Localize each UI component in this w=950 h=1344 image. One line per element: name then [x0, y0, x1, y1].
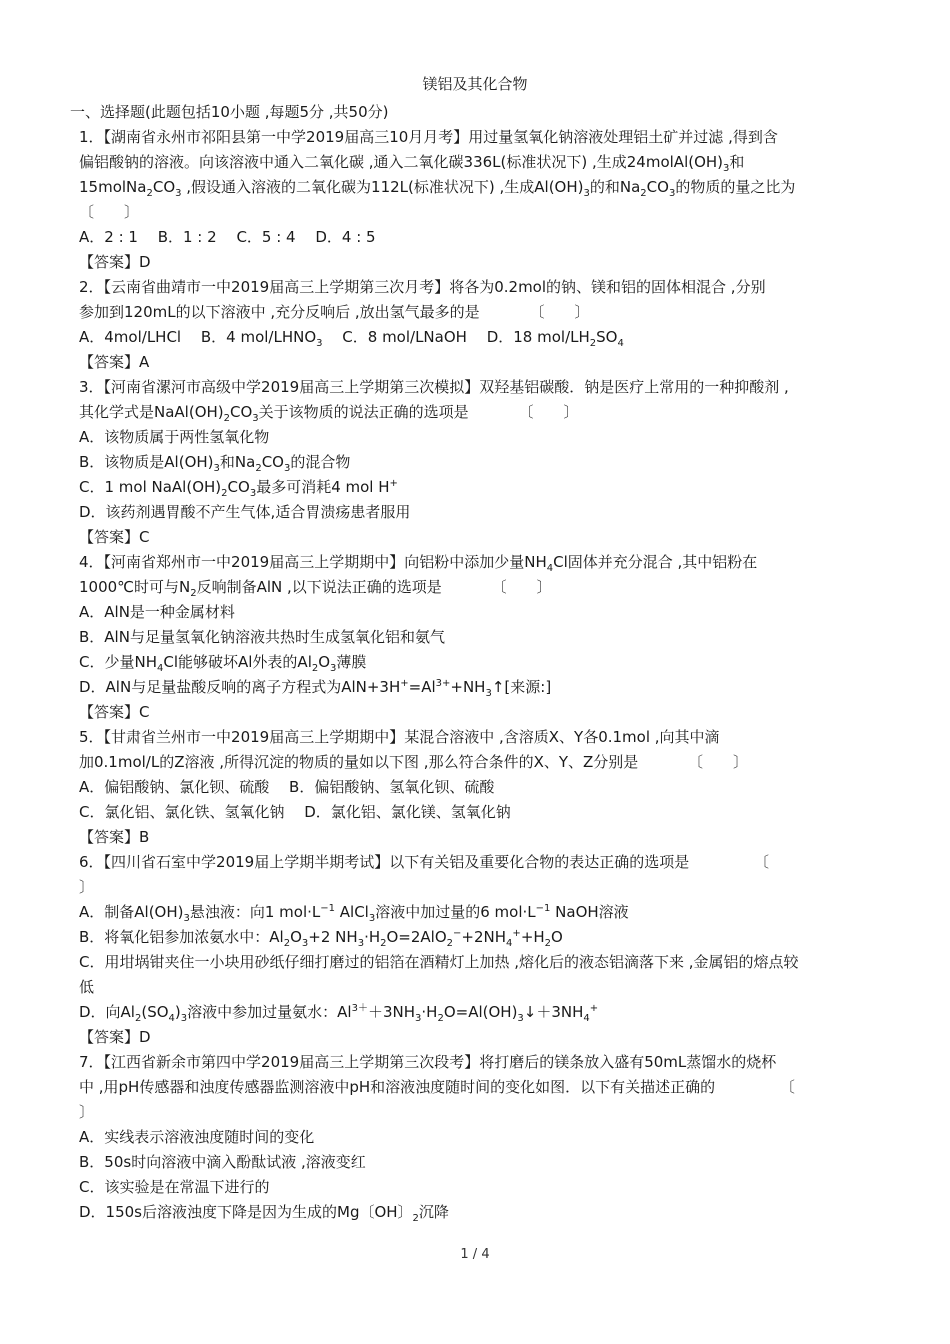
- text-run: A．2 : 1 B．1 : 2 C．5 : 4 D．4 : 5: [79, 228, 376, 246]
- subscript: 2: [311, 663, 319, 674]
- text-line-q4A: [70, 600, 885, 625]
- text-line-a2: [70, 350, 885, 375]
- text-run: A．实线表示溶液浊度随时间的变化: [79, 1128, 315, 1146]
- subscript: 2: [589, 338, 597, 349]
- text-run: 〕: [79, 878, 95, 896]
- subscript: 3: [283, 463, 291, 474]
- subscript: 2: [255, 463, 262, 474]
- text-line-q7b: [70, 1075, 885, 1100]
- text-run: 的物质的量之比为: [675, 178, 796, 196]
- text-run: =Al: [408, 678, 436, 696]
- text-run: 的混合物: [290, 453, 351, 471]
- text-run: 5．【甘肃省兰州市一中2019届高三上学期期中】某混合溶液中 ,含溶质X、Y各0.1mol ,向其中滴: [79, 728, 720, 746]
- text-run: A．4mol/LHCl B．4 mol/LHNO: [79, 328, 317, 346]
- text-run: 【答案】C: [79, 528, 150, 546]
- text-line-q1b: [70, 150, 885, 175]
- subscript: 3: [415, 1013, 422, 1024]
- text-run: +H: [520, 928, 545, 946]
- superscript: −1: [535, 903, 551, 914]
- text-line-q6B: [70, 925, 885, 950]
- text-line-q5o2: [70, 800, 885, 825]
- text-run: 反响制备AlN ,以下说法正确的选项是 〔 〕: [196, 578, 552, 596]
- text-run: +NH: [450, 678, 486, 696]
- text-run: D．向Al: [79, 1003, 135, 1021]
- text-line-a4: [70, 700, 885, 725]
- text-run: 6．【四川省石室中学2019届上学期半期考试】以下有关铝及重要化合物的表达正确的选项是 〔: [79, 853, 769, 871]
- subscript: 3: [517, 1013, 524, 1024]
- text-line-q1o: [70, 225, 885, 250]
- page-number: 1 / 4: [460, 1247, 490, 1262]
- text-run: 中 ,用pH传感器和浊度传感器监测溶液中pH和溶液浊度随时间的变化如图．以下有关描述正确的 〔: [79, 1078, 795, 1096]
- text-line-q6: [70, 850, 885, 875]
- text-run: C．1 mol NaAl(OH): [79, 478, 222, 496]
- text-run: CO: [227, 478, 250, 496]
- subscript: 4: [546, 563, 554, 574]
- text-line-q3A: [70, 425, 885, 450]
- text-run: A．制备Al(OH): [79, 903, 184, 921]
- text-run: ,假设通入溶液的二氧化碳为112L(标准状况下) ,生成Al(OH): [181, 178, 584, 196]
- text-run: AlCl: [335, 903, 369, 921]
- text-line-q7: [70, 1050, 885, 1075]
- text-run: A．该物质属于两性氢氧化物: [79, 428, 270, 446]
- text-run: 【答案】D: [79, 1028, 151, 1046]
- superscript: 3+: [435, 678, 451, 689]
- text-line-q7c: [70, 1100, 885, 1125]
- subscript: 3: [357, 938, 365, 949]
- subscript: 2: [221, 488, 228, 499]
- superscript: +: [512, 928, 521, 939]
- text-line-q2o: [70, 325, 885, 350]
- text-run: 沉降: [418, 1203, 449, 1221]
- text-run: 薄膜: [336, 653, 367, 671]
- text-line-q4D: [70, 675, 885, 700]
- text-line-q5o1: [70, 775, 885, 800]
- text-run: B．AlN与足量氢氧化钠溶液共热时生成氢氧化铝和氨气: [79, 628, 445, 646]
- text-run: B．50s时向溶液中滴入酚酞试液 ,溶液变红: [79, 1153, 366, 1171]
- text-run: (SO: [141, 1003, 169, 1021]
- subscript: 3: [183, 913, 190, 924]
- text-run: 【答案】D: [79, 253, 151, 271]
- subscript: 3: [485, 688, 492, 699]
- text-line-a5: [70, 825, 885, 850]
- text-line-q3B: [70, 450, 885, 475]
- text-line-q5: [70, 725, 885, 750]
- subscript: 3: [252, 413, 259, 424]
- subscript: 4: [506, 938, 513, 949]
- text-run: ↓＋3NH: [523, 1003, 584, 1021]
- text-run: 7．【江西省新余市第四中学2019届高三上学期第三次段考】将打磨后的镁条放入盛有50mL蒸馏水的烧杯: [79, 1053, 777, 1071]
- text-line-q1: [70, 125, 885, 150]
- text-line-q3: [70, 375, 885, 400]
- text-run: 加0.1mol/L的Z溶液 ,所得沉淀的物质的量如以下图 ,那么符合条件的X、Y、Z分别是 〔 〕: [79, 753, 749, 771]
- text-run: CO: [646, 178, 669, 196]
- text-line-q4: [70, 550, 885, 575]
- document-body: [70, 100, 885, 1225]
- text-run: Cl固体并充分混合 ,其中铝粉在: [553, 553, 758, 571]
- text-run: Cl能够破坏Al外表的Al: [163, 653, 312, 671]
- text-run: 1000℃时可与N: [79, 578, 191, 596]
- text-run: O=2AlO: [386, 928, 447, 946]
- subscript: 3: [668, 188, 676, 199]
- text-run: ·H: [421, 1003, 438, 1021]
- text-run: ·H: [364, 928, 381, 946]
- text-run: 关于该物质的说法正确的选项是 〔 〕: [258, 403, 579, 421]
- subscript: 3: [723, 163, 730, 174]
- subscript: 3: [249, 488, 257, 499]
- text-line-q4b: [70, 575, 885, 600]
- subscript: 2: [380, 938, 387, 949]
- text-line-a3: [70, 525, 885, 550]
- text-line-q4B: [70, 625, 885, 650]
- text-run: D．该药剂遇胃酸不产生气体,适合胃溃疡患者服用: [79, 503, 411, 521]
- text-run: C．少量NH: [79, 653, 157, 671]
- text-run: 1．【湖南省永州市祁阳县第一中学2019届高三10月月考】用过量氢氧化钠溶液处理铝土矿并过滤 ,得到含: [79, 128, 778, 146]
- text-line-q3C: [70, 475, 885, 500]
- text-run: 和Na: [219, 453, 256, 471]
- superscript: +: [400, 678, 409, 689]
- text-line-q7B: [70, 1150, 885, 1175]
- subscript: 2: [283, 938, 291, 949]
- text-run: 2．【云南省曲靖市一中2019届高三上学期第三次月考】将各为0.2mol的钠、镁和铝的固体相混合 ,分别: [79, 278, 766, 296]
- text-line-q6A: [70, 900, 885, 925]
- subscript: 2: [544, 938, 552, 949]
- text-run: 参加到120mL的以下溶液中 ,充分反响后 ,放出氢气最多的是 〔 〕: [79, 303, 590, 321]
- superscript: +: [589, 1003, 599, 1014]
- text-run: 其化学式是NaAl(OH): [79, 403, 224, 421]
- text-run: CO: [152, 178, 176, 196]
- text-line-q2: [70, 275, 885, 300]
- text-run: 〕: [79, 1103, 95, 1121]
- text-line-a1: [70, 250, 885, 275]
- text-run: C．用坩埚钳夹住一小块用砂纸仔细打磨过的铝箔在酒精灯上加热 ,熔化后的液态铝滴落下来 ,金属铝的熔点较: [79, 953, 799, 971]
- section-heading: 一、选择题(此题包括10小题 ,每题5分 ,共50分): [70, 103, 389, 121]
- text-line-q1d: [70, 200, 885, 225]
- text-line-q7C: [70, 1175, 885, 1200]
- text-run: 溶液中参加过量氨水：Al: [187, 1003, 352, 1021]
- text-run: 3．【河南省漯河市高级中学2019届高三上学期第三次模拟】双羟基铝碳酸．钠是医疗上常用的一种抑酸剂 ,: [79, 378, 789, 396]
- subscript: 2: [437, 1013, 444, 1024]
- subscript: 2: [446, 938, 454, 949]
- text-line-q6C: [70, 950, 885, 975]
- subscript: 4: [156, 663, 164, 674]
- text-run: B．该物质是Al(OH): [79, 453, 214, 471]
- text-run: O: [551, 928, 563, 946]
- subscript: 4: [168, 1013, 175, 1024]
- text-line-a6: [70, 1025, 885, 1050]
- text-run: O=Al(OH): [443, 1003, 518, 1021]
- text-run: NaOH溶液: [550, 903, 629, 921]
- subscript: 3: [180, 1013, 188, 1024]
- text-run: ＋3NH: [367, 1003, 416, 1021]
- text-line-q3b: [70, 400, 885, 425]
- text-run: 最多可消耗4 mol H: [256, 478, 390, 496]
- text-line-q7D: [70, 1200, 885, 1225]
- subscript: 3: [213, 463, 220, 474]
- text-run: B．将氧化铝参加浓氨水中：Al: [79, 928, 284, 946]
- text-run: 溶液中加过量的6 mol·L: [375, 903, 536, 921]
- text-line-q6Cb: [70, 975, 885, 1000]
- text-run: C．氯化铝、氯化铁、氢氧化钠 D．氯化铝、氯化镁、氢氧化钠: [79, 803, 511, 821]
- text-line-q4C: [70, 650, 885, 675]
- text-run: 〔 〕: [79, 203, 140, 221]
- subscript: 2: [223, 413, 231, 424]
- text-run: C．8 mol/LNaOH D．18 mol/LH: [322, 328, 590, 346]
- text-run: 4．【河南省郑州市一中2019届高三上学期期中】向铝粉中添加少量NH: [79, 553, 547, 571]
- text-run: 【答案】B: [79, 828, 150, 846]
- superscript: 3＋: [351, 1003, 368, 1014]
- subscript: 4: [617, 338, 624, 349]
- subscript: 2: [190, 588, 197, 599]
- subscript: 2: [412, 1213, 419, 1224]
- text-run: ): [174, 1003, 181, 1021]
- text-run: CO: [261, 453, 284, 471]
- text-run: D．AlN与足量盐酸反响的离子方程式为AlN+3H: [79, 678, 401, 696]
- text-run: +2NH: [461, 928, 507, 946]
- text-run: D．150s后溶液浊度下降是因为生成的Mg〔OH〕: [79, 1203, 413, 1221]
- text-line-q6b: [70, 875, 885, 900]
- text-run: ↑[来源:]: [491, 678, 552, 696]
- subscript: 2: [640, 188, 647, 199]
- text-line-q7A: [70, 1125, 885, 1150]
- text-run: 的和Na: [589, 178, 641, 196]
- text-run: 悬浊液：向1 mol·L: [189, 903, 321, 921]
- superscript: +: [389, 478, 398, 489]
- text-run: 偏铝酸钠的溶液。向该溶液中通入二氧化碳 ,通入二氧化碳336L(标准状况下) ,生成24molAl(OH): [79, 153, 724, 171]
- text-line-q6D: [70, 1000, 885, 1025]
- text-run: 15molNa: [79, 178, 147, 196]
- subscript: 4: [583, 1013, 590, 1024]
- text-run: A．AlN是一种金属材料: [79, 603, 235, 621]
- superscript: −1: [320, 903, 336, 914]
- text-run: O: [318, 653, 331, 671]
- subscript: 3: [583, 188, 590, 199]
- subscript: 3: [330, 663, 337, 674]
- text-run: SO: [596, 328, 618, 346]
- text-line-q2b: [70, 300, 885, 325]
- subscript: 3: [175, 188, 182, 199]
- page-title: 镁铝及其化合物: [422, 75, 528, 93]
- text-run: 【答案】A: [79, 353, 150, 371]
- text-run: 和: [729, 153, 745, 171]
- text-run: CO: [230, 403, 253, 421]
- subscript: 3: [368, 913, 376, 924]
- text-line-q3D: [70, 500, 885, 525]
- subscript: 3: [316, 338, 323, 349]
- text-run: A．偏铝酸钠、氯化钡、硫酸 B．偏铝酸钠、氢氧化钡、硫酸: [79, 778, 495, 796]
- superscript: −: [453, 928, 462, 939]
- text-run: C．该实验是在常温下进行的: [79, 1178, 270, 1196]
- text-run: 【答案】C: [79, 703, 150, 721]
- subscript: 2: [146, 188, 153, 199]
- text-line-q1c: [70, 175, 885, 200]
- text-line-q5b: [70, 750, 885, 775]
- text-run: O: [290, 928, 302, 946]
- subscript: 2: [134, 1013, 142, 1024]
- subscript: 3: [301, 938, 309, 949]
- text-run: 低: [79, 978, 95, 996]
- question-lines: [70, 125, 885, 1225]
- text-run: +2 NH: [308, 928, 358, 946]
